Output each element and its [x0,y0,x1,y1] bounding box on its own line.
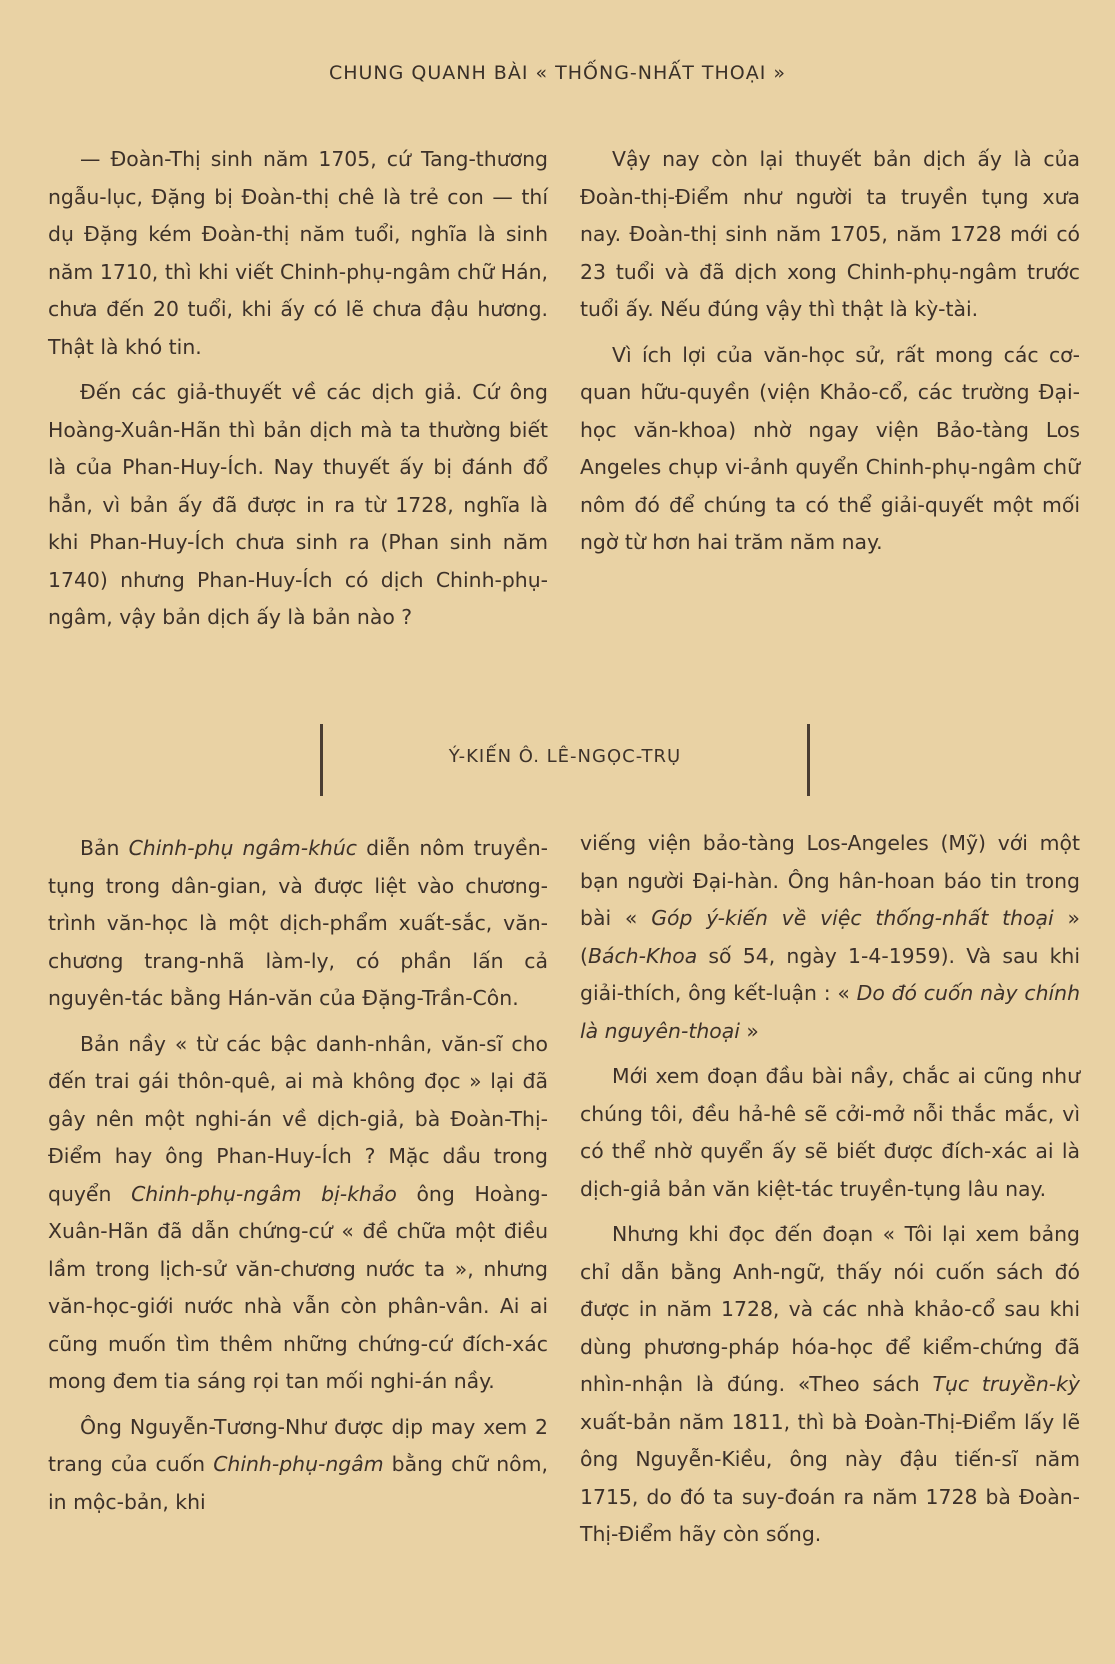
text-run: xuất-bản năm 1811, thì bà Đoàn-Thị-Điểm lấy lẽ ông Nguyễn-Kiều, ông này đậu tiến-sĩ năm 1715, do đó ta suy-đoán ra năm 1728 bà Đoàn-Thị-Điểm hãy còn sống. [580,1409,1080,1546]
text-run: Ông Nguyễn-Tương-Như được dịp may xem 2 trang của cuốn [48,1414,548,1476]
text-run: Bản [80,836,129,860]
text-run: » ( [580,906,1080,968]
text-run: » [739,1018,759,1043]
text-run: số 54, ngày 1-4-1959). Và sau khi giải-thích, ông kết-luận : « [580,943,1080,1005]
paragraph [48,830,548,1018]
text-run: diễn nôm truyền-tụng trong dân-gian, và được liệt vào chương-trình văn-học là một dịch-phẩm xuất-sắc, văn-chương trang-nhã làm-ly, có phần lấn cả nguyên-tác bằng Hán-văn của Đặng-Trần-Côn. [48,836,548,1010]
paragraph: Vì ích lợi của văn-học sử, rất mong các cơ-quan hữu-quyền (viện Khảo-cổ, các trường Đại-học văn-khoa) nhờ ngay viện Bảo-tàng Los Angeles chụp vi-ảnh quyển Chinh-phụ-ngâm chữ nôm đó để chúng ta có thể giải-quyết một mối ngờ từ hơn hai trăm năm nay. [580,342,1080,554]
text-run: Bản nầy « từ các bậc danh-nhân, văn-sĩ cho đến trai gái thôn-quê, ai mà không đọc » lại đã gây nên một nghi-án về dịch-giả, bà Đoàn-Thị-Điểm hay ông Phan-Huy-Ích ? Mặc dầu trong quyển [48,1031,548,1206]
italic-title: Tục truyền-kỳ [932,1372,1080,1396]
section-heading: Ý-KIẾN Ô. LÊ-NGỌC-TRỤ [448,746,682,767]
paragraph [48,1409,548,1522]
paragraph [48,1026,548,1401]
column-bottom-right [580,825,1080,1554]
column-top-right [580,141,1080,562]
text-run: ông Hoàng-Xuân-Hãn đã dẫn chứng-cứ « đề chữa một điều lầm trong lịch-sử văn-chương nước ta », nhưng văn-học-giới nước nhà vẫn còn phân-vân. Ai ai cũng muốn tìm thêm những chứng-cứ đích-xác mong đem tia sáng rọi tan mối nghi-án nầy. [48,1181,548,1393]
column-bottom-left [48,830,548,1521]
text-run: Nhưng khi đọc đến đoạn « Tôi lại xem bảng chỉ dẫn bằng Anh-ngữ, thấy nói cuốn sách đó được in năm 1728, và các nhà khảo-cổ sau khi dùng phương-pháp hóa-học để kiểm-chứng đã nhìn-nhận là đúng. «Theo sách [580,1222,1080,1396]
section-heading-box [320,724,810,796]
column-top-left [48,141,548,637]
paragraph: — Đoàn-Thị sinh năm 1705, cứ Tang-thương ngẫu-lục, Đặng bị Đoàn-thị chê là trẻ con — thí dụ Đặng kém Đoàn-thị năm tuổi, nghĩa là sinh năm 1710, thì khi viết Chinh-phụ-ngâm chữ Hán, chưa đến 20 tuổi, khi ấy có lẽ chưa đậu hương. Thật là khó tin. [48,147,548,359]
page-header: CHUNG QUANH BÀI « THỐNG-NHẤT THOẠI » [328,62,787,84]
italic-title: Chinh-phụ-ngâm bị-khảo [131,1181,397,1206]
paragraph: Mới xem đoạn đầu bài nầy, chắc ai cũng như chúng tôi, đều hả-hê sẽ cởi-mở nỗi thắc mắc, vì có thể nhờ quyển ấy sẽ biết được đích-xác ai là dịch-giả bản văn kiệt-tác truyền-tụng lâu nay. [580,1064,1080,1201]
italic-title: Bách-Khoa [587,943,698,968]
text-run: viếng viện bảo-tàng Los-Angeles (Mỹ) với một bạn người Đại-hàn. Ông hân-hoan báo tin trong bài « [580,831,1080,930]
paragraph: Đến các giả-thuyết về các dịch giả. Cứ ông Hoàng-Xuân-Hãn thì bản dịch mà ta thường biết là của Phan-Huy-Ích. Nay thuyết ấy bị đánh đổ hẳn, vì bản ấy đã được in ra từ 1728, nghĩa là khi Phan-Huy-Ích chưa sinh ra (Phan sinh năm 1740) nhưng Phan-Huy-Ích có dịch Chinh-phụ-ngâm, vậy bản dịch ấy là bản nào ? [48,380,548,629]
italic-quote: Do đó cuốn này chính là nguyên-thoại [580,981,1080,1043]
italic-title: Chinh-phụ-ngâm [213,1452,384,1476]
italic-title: Chinh-phụ ngâm-khúc [128,836,357,860]
paragraph [580,825,1080,1050]
italic-title: Góp ý-kiến về việc thống-nhất thoại [651,906,1054,930]
text-run: bằng chữ nôm, in mộc-bản, khi [48,1452,548,1514]
paragraph [580,1216,1080,1554]
paragraph: Vậy nay còn lại thuyết bản dịch ấy là của Đoàn-thị-Điểm như người ta truyền tụng xưa nay. Đoàn-thị sinh năm 1705, năm 1728 mới có 23 tuổi và đã dịch xong Chinh-phụ-ngâm trước tuổi ấy. Nếu đúng vậy thì thật là kỳ-tài. [580,147,1080,321]
